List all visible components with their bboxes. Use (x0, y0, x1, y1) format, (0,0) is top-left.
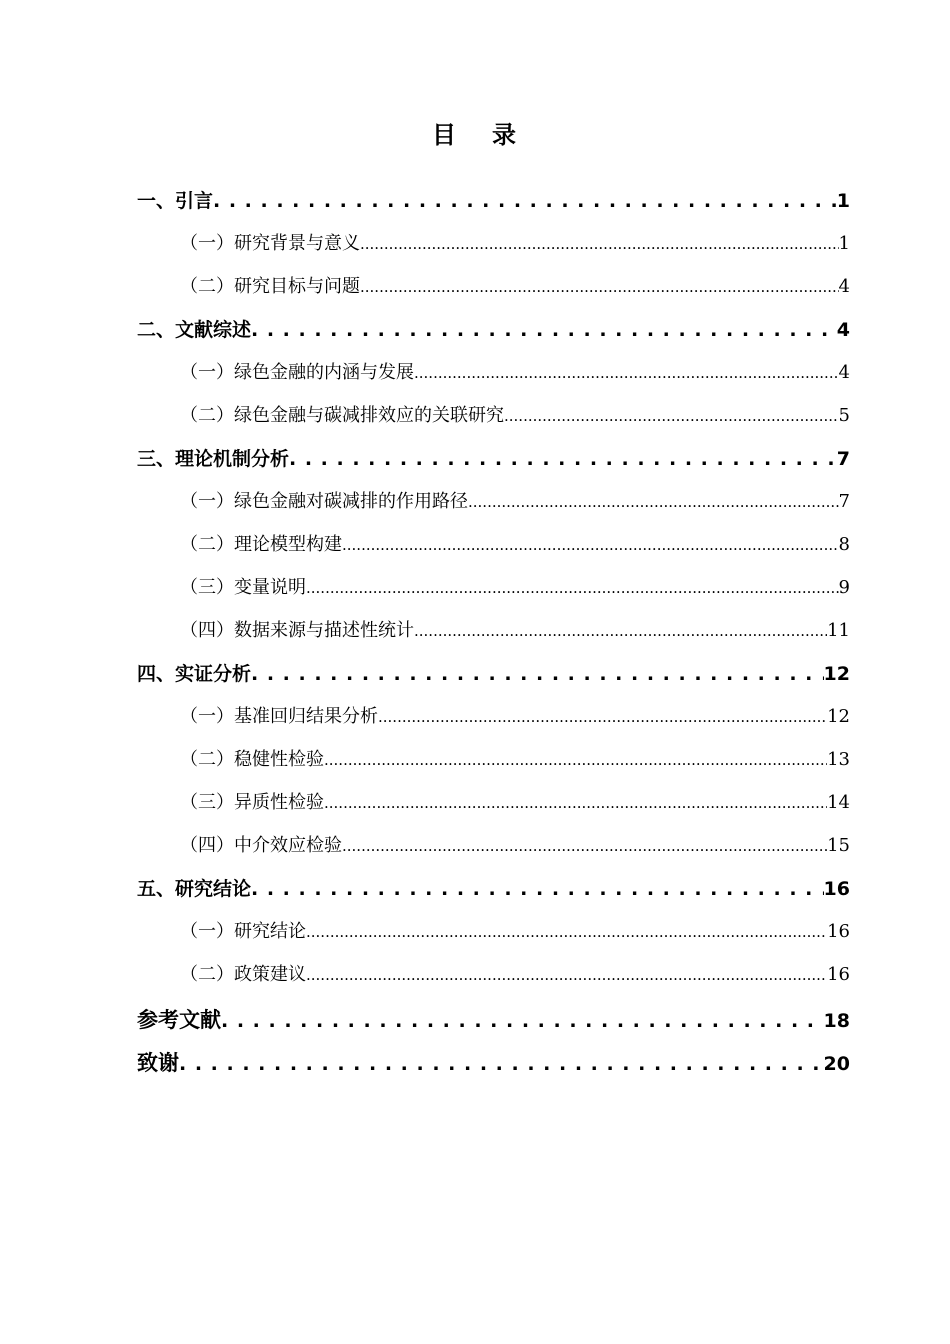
toc-entry-robustness-test[interactable] (180, 745, 850, 775)
toc-page-number: 16 (823, 878, 850, 900)
dot-leader (414, 362, 839, 383)
dot-leader (342, 835, 827, 856)
toc-entry-label: （四）中介效应检验 (180, 835, 342, 856)
toc-entry-references[interactable] (137, 1004, 850, 1034)
toc-entry-label: （二）研究目标与问题 (180, 276, 360, 297)
dot-leader (221, 1008, 824, 1032)
toc-page-number: 4 (836, 319, 850, 341)
dot-leader (306, 964, 827, 985)
toc-page-number: 13 (827, 749, 850, 770)
toc-entry-label: 致谢 (137, 1051, 179, 1075)
title-char-right: 录 (492, 121, 518, 149)
toc-entry-label: （二）理论模型构建 (180, 534, 342, 555)
toc-entry-conclusions[interactable] (137, 874, 850, 904)
dot-leader (360, 276, 839, 297)
toc-page-number: 12 (827, 706, 850, 727)
toc-entry-mediation-test[interactable] (180, 831, 850, 861)
toc-entry-research-conclusion[interactable] (180, 917, 850, 947)
toc-entry-action-path[interactable] (180, 487, 850, 517)
toc-entry-label: （四）数据来源与描述性统计 (180, 620, 414, 641)
toc-page-number: 18 (823, 1010, 850, 1032)
toc-entry-label: （二）绿色金融与碳减排效应的关联研究 (180, 405, 504, 426)
toc-page-number: 15 (827, 835, 850, 856)
toc-entry-label: （三）异质性检验 (180, 792, 324, 813)
dot-leader (213, 190, 837, 212)
toc-entry-policy-suggestions[interactable] (180, 960, 850, 990)
title-char-left: 目 (432, 121, 458, 149)
dot-leader (251, 878, 824, 900)
dot-leader (179, 1051, 824, 1075)
toc-entry-model-construction[interactable] (180, 530, 850, 560)
toc-page-number: 16 (827, 921, 850, 942)
toc-entry-acknowledgements[interactable] (137, 1047, 850, 1077)
dot-leader (414, 620, 827, 641)
toc-entry-label: 五、研究结论 (137, 878, 252, 900)
toc-entry-label: 参考文献 (137, 1008, 221, 1032)
toc-page-number: 1 (836, 190, 850, 212)
toc-entry-label: 三、理论机制分析 (137, 448, 290, 470)
toc-page-number: 4 (838, 362, 850, 383)
dot-leader (324, 749, 827, 770)
toc-entry-label: 一、引言 (137, 190, 214, 212)
toc-entry-literature-review[interactable] (137, 315, 850, 345)
toc-page-number: 12 (823, 663, 850, 685)
dot-leader (251, 663, 824, 685)
toc-entry-label: 二、文献综述 (137, 319, 252, 341)
toc-page-number: 5 (838, 405, 850, 426)
toc-entry-label: （一）研究结论 (180, 921, 306, 942)
toc-entry-green-finance-concept[interactable] (180, 358, 850, 388)
dot-leader (378, 706, 827, 727)
page-title (0, 115, 950, 150)
toc-entry-empirical-analysis[interactable] (137, 659, 850, 689)
toc-entry-label: 四、实证分析 (137, 663, 252, 685)
toc-entry-research-goals[interactable] (180, 272, 850, 302)
toc-entry-label: （一）基准回归结果分析 (180, 706, 378, 727)
toc-entry-label: （二）稳健性检验 (180, 749, 324, 770)
toc-page-number: 20 (823, 1053, 850, 1075)
toc-page-number: 4 (838, 276, 850, 297)
toc-entry-data-sources[interactable] (180, 616, 850, 646)
toc-entry-theory-mechanism[interactable] (137, 444, 850, 474)
dot-leader (251, 319, 837, 341)
toc-entry-label: （一）绿色金融对碳减排的作用路径 (180, 491, 468, 512)
toc-page-number: 11 (827, 620, 850, 641)
dot-leader (342, 534, 839, 555)
toc-page-number: 1 (838, 233, 850, 254)
toc-page-number: 7 (836, 448, 850, 470)
toc-page-number: 8 (838, 534, 850, 555)
toc-page-number: 14 (827, 792, 850, 813)
dot-leader (360, 233, 839, 254)
dot-leader (324, 792, 827, 813)
toc-entry-introduction[interactable] (137, 186, 850, 216)
toc-entry-baseline-regression[interactable] (180, 702, 850, 732)
toc-entry-green-finance-carbon-link[interactable] (180, 401, 850, 431)
toc-page-number: 16 (827, 964, 850, 985)
dot-leader (468, 491, 839, 512)
toc-entry-label: （一）绿色金融的内涵与发展 (180, 362, 414, 383)
dot-leader (306, 921, 827, 942)
toc-entry-research-background[interactable] (180, 229, 850, 259)
dot-leader (504, 405, 839, 426)
toc-page-number: 9 (838, 577, 850, 598)
toc-entry-label: （二）政策建议 (180, 964, 306, 985)
dot-leader (306, 577, 839, 598)
toc-entry-label: （一）研究背景与意义 (180, 233, 360, 254)
toc-page-number: 7 (838, 491, 850, 512)
toc-entry-heterogeneity-test[interactable] (180, 788, 850, 818)
toc-entry-label: （三）变量说明 (180, 577, 306, 598)
toc-entry-variable-description[interactable] (180, 573, 850, 603)
dot-leader (289, 448, 837, 470)
